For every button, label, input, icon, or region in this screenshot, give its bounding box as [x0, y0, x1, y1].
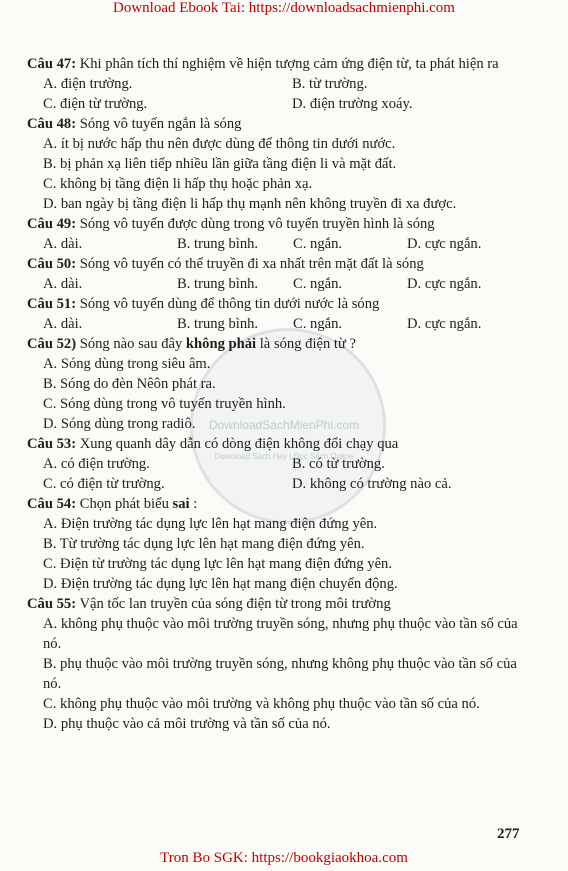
question-label: Câu 47: [27, 56, 77, 72]
option-c: C. Sóng dùng trong vô tuyến truyền hình. [43, 396, 286, 412]
option-c: C. điện từ trường. [43, 96, 148, 112]
option-d: D. Điện trường tác dụng lực lên hạt mang điện chuyển động. [43, 576, 398, 592]
footer-banner-text: Tron Bo SGK: [160, 850, 252, 866]
question-label: Câu 48: [27, 116, 77, 132]
options-row [27, 94, 527, 114]
option-c: C. ngắn. [293, 236, 343, 252]
question-50 [27, 254, 527, 294]
question-label: Câu 53: [27, 436, 77, 452]
option-c: C. ngắn. [293, 276, 343, 292]
question-stem [27, 494, 527, 514]
option-c: C. Điện từ trường tác dụng lực lên hạt mang điện đứng yên. [43, 556, 392, 572]
option-a: A. có điện trường. [43, 456, 150, 472]
question-text: Sóng vô tuyến được dùng trong vô tuyến truyền hình là sóng [76, 216, 435, 232]
question-stem [27, 214, 527, 234]
question-48 [27, 114, 527, 214]
question-text: Khi phân tích thí nghiệm về hiện tượng cảm ứng điện từ, ta phát hiện ra [76, 56, 499, 72]
question-emphasis: sai [172, 496, 190, 512]
option-b: B. từ trường. [292, 76, 368, 92]
question-label: Câu 52) [27, 336, 77, 352]
question-label: Câu 54: [27, 496, 77, 512]
option-a: A. không phụ thuộc vào môi trường truyền sóng, nhưng phụ thuộc vào tần số của nó. [43, 616, 518, 652]
header-banner-text: Download Ebook Tai: [113, 0, 249, 16]
option-d: D. Sóng dùng trong radiô. [43, 416, 196, 432]
header-banner-link[interactable]: https://downloadsachmienphi.com [248, 0, 455, 16]
question-stem [27, 434, 527, 454]
question-text-end: là sóng điện từ ? [256, 336, 357, 352]
option-d: D. cực ngắn. [407, 276, 482, 292]
question-text: Sóng vô tuyến ngắn là sóng [76, 116, 242, 132]
option-c: C. không bị tầng điện li hấp thụ hoặc phản xạ. [43, 176, 313, 192]
question-label: Câu 50: [27, 256, 77, 272]
option-a: A. ít bị nước hấp thu nên được dùng để thông tin dưới nước. [43, 136, 396, 152]
option-b: B. Từ trường tác dụng lực lên hạt mang điện đứng yên. [43, 536, 365, 552]
question-list [27, 54, 527, 734]
option-d: D. cực ngắn. [407, 236, 482, 252]
option-c: C. có điện từ trường. [43, 476, 165, 492]
option-d: D. phụ thuộc vào cả môi trường và tần số của nó. [43, 716, 331, 732]
options-row [27, 234, 527, 254]
question-51 [27, 294, 527, 334]
watermark-title: DownloadSachMienPhi.com [208, 418, 360, 432]
options-row [27, 74, 527, 94]
question-text: Sóng nào sau đây [76, 336, 186, 352]
option-d: D. điện trường xoáy. [292, 96, 413, 112]
question-stem [27, 54, 527, 74]
question-text: Vận tốc lan truyền của sóng điện từ trong môi trường [76, 596, 391, 612]
option-b: B. trung bình. [177, 276, 259, 292]
option-a: A. Sóng dùng trong siêu âm. [43, 356, 211, 372]
question-stem [27, 294, 527, 314]
options-row [27, 314, 527, 334]
option-b: B. trung bình. [177, 236, 259, 252]
question-stem [27, 114, 527, 134]
question-stem [27, 254, 527, 274]
footer-banner-link[interactable]: https://bookgiaokhoa.com [251, 850, 408, 866]
question-54 [27, 494, 527, 594]
options-row [27, 474, 527, 494]
option-b: B. phụ thuộc vào môi trường truyền sóng, nhưng không phụ thuộc vào tần số của nó. [43, 656, 517, 692]
option-a: A. dài. [43, 316, 83, 332]
option-c: C. không phụ thuộc vào môi trường và không phụ thuộc vào tần số của nó. [43, 696, 480, 712]
question-label: Câu 51: [27, 296, 77, 312]
watermark-subtitle: Download Sách Hay | Đọc Sách Online [214, 452, 354, 461]
option-b: B. có từ trường. [292, 456, 385, 472]
option-a: A. Điện trường tác dụng lực lên hạt mang điện đứng yên. [43, 516, 378, 532]
question-52 [27, 334, 527, 434]
question-53 [27, 434, 527, 494]
option-a: A. dài. [43, 236, 83, 252]
option-b: B. trung bình. [177, 316, 259, 332]
option-a: A. dài. [43, 276, 83, 292]
question-stem [27, 594, 527, 614]
question-text-end: : [189, 496, 198, 512]
question-text: Chọn phát biểu [76, 496, 173, 512]
option-d: D. không có trường nào cả. [292, 476, 452, 492]
options-row [27, 454, 527, 474]
question-stem [27, 334, 527, 354]
question-text: Sóng vô tuyến dùng để thông tin dưới nước là sóng [76, 296, 380, 312]
option-c: C. ngắn. [293, 316, 343, 332]
option-b: B. Sóng do đèn Nêôn phát ra. [43, 376, 216, 392]
header-banner [0, 0, 568, 17]
question-55 [27, 594, 527, 734]
question-label: Câu 49: [27, 216, 77, 232]
options-row [27, 274, 527, 294]
question-47 [27, 54, 527, 114]
option-b: B. bị phản xạ liên tiếp nhiều lần giữa tầng điện li và mặt đất. [43, 156, 397, 172]
question-49 [27, 214, 527, 254]
option-d: D. cực ngắn. [407, 316, 482, 332]
question-label: Câu 55: [27, 596, 77, 612]
option-d: D. ban ngày bị tầng điện li hấp thụ mạnh nên không truyền đi xa được. [43, 196, 457, 212]
footer-banner [0, 850, 568, 867]
question-text: Sóng vô tuyến có thể truyền đi xa nhất trên mặt đất là sóng [76, 256, 424, 272]
question-emphasis: không phải [185, 336, 257, 352]
question-text: Xung quanh dây dẫn có dòng điện không đổi chạy qua [76, 436, 399, 452]
option-a: A. điện trường. [43, 76, 133, 92]
page-number: 277 [497, 826, 520, 842]
